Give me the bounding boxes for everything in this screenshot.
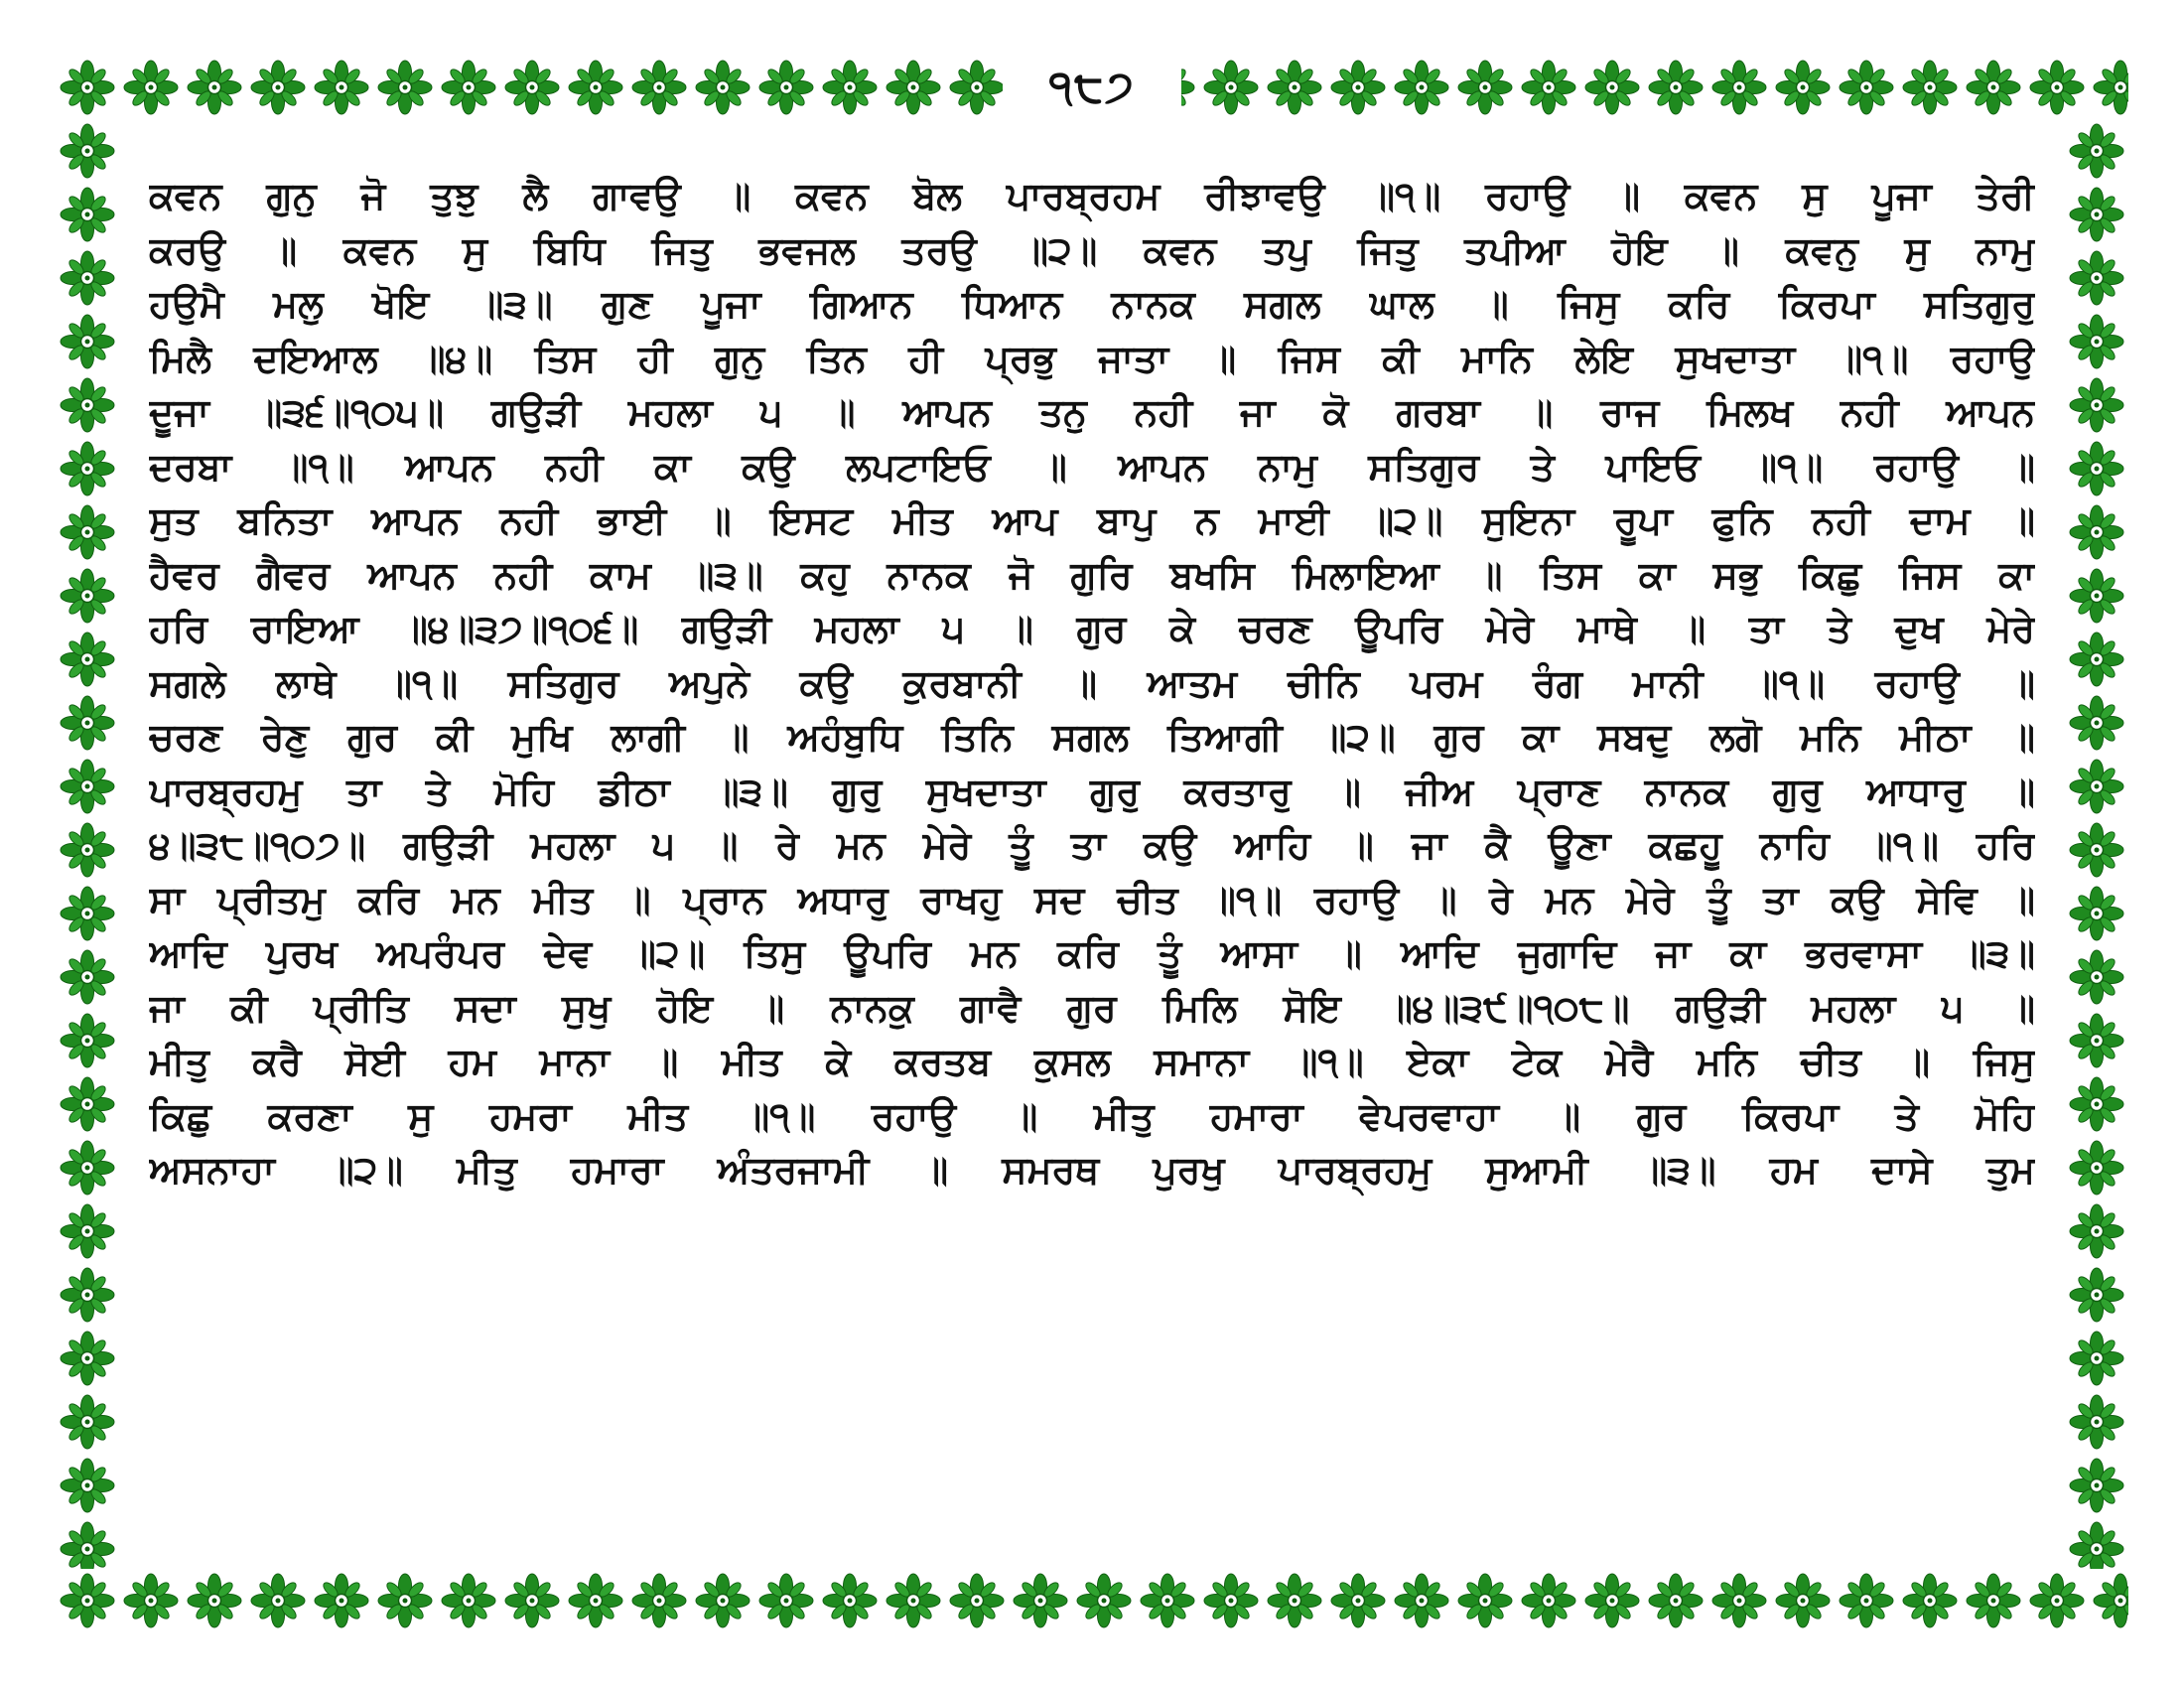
text-line: ਮੀਤੁ ਕਰੈ ਸੋਈ ਹਮ ਮਾਨਾ ॥ ਮੀਤ ਕੇ ਕਰਤਬ ਕੁਸਲ ਸਮਾਨਾ ॥੧॥ ਏਕਾ ਟੇਕ ਮੇਰੈ ਮਨਿ ਚੀਤ ॥ ਜਿਸੁ <box>149 1040 2035 1083</box>
text-line: ਪਾਰਬ੍ਰਹਮੁ ਤਾ ਤੇ ਮੋਹਿ ਡੀਠਾ ॥੩॥ ਗੁਰੁ ਸੁਖਦਾਤਾ ਗੁਰੁ ਕਰਤਾਰੁ ॥ ਜੀਅ ਪ੍ਰਾਣ ਨਾਨਕ ਗੁਰੁ ਆਧਾਰੁ ॥ <box>149 769 2035 813</box>
text-line: ਕਵਨ ਗੁਨੁ ਜੋ ਤੁਝੁ ਲੈ ਗਾਵਉ ॥ ਕਵਨ ਬੋਲ ਪਾਰਬ੍ਰਹਮ ਰੀਝਾਵਉ ॥੧॥ ਰਹਾਉ ॥ ਕਵਨ ਸੁ ਪੂਜਾ ਤੇਰੀ <box>149 174 2035 217</box>
text-line: ਸਗਲੇ ਲਾਥੇ ॥੧॥ ਸਤਿਗੁਰ ਅਪੁਨੇ ਕਉ ਕੁਰਬਾਨੀ ॥ ਆਤਮ ਚੀਨਿ ਪਰਮ ਰੰਗ ਮਾਨੀ ॥੧॥ ਰਹਾਉ ॥ <box>149 660 2035 705</box>
text-line: ਸੁਤ ਬਨਿਤਾ ਆਪਨ ਨਹੀ ਭਾਈ ॥ ਇਸਟ ਮੀਤ ਆਪ ਬਾਪੁ ਨ ਮਾਈ ॥੨॥ ਸੁਇਨਾ ਰੂਪਾ ਫੁਨਿ ਨਹੀ ਦਾਮ ॥ <box>149 498 2035 542</box>
text-line: ਹਉਮੈ ਮਲੁ ਖੋਇ ॥੩॥ ਗੁਣ ਪੂਜਾ ਗਿਆਨ ਧਿਆਨ ਨਾਨਕ ਸਗਲ ਘਾਲ ॥ ਜਿਸੁ ਕਰਿ ਕਿਰਪਾ ਸਤਿਗੁਰੁ <box>149 282 2035 326</box>
page-number: ੧੮੭ <box>1048 62 1136 112</box>
text-line: ਚਰਣ ਰੇਣੁ ਗੁਰ ਕੀ ਮੁਖਿ ਲਾਗੀ ॥ ਅਹੰਬੁਧਿ ਤਿਨਿ ਸਗਲ ਤਿਆਗੀ ॥੨॥ ਗੁਰ ਕਾ ਸਬਦੁ ਲਗੋ ਮਨਿ ਮੀਠਾ ॥ <box>149 715 2035 759</box>
text-line: ਹੈਵਰ ਗੈਵਰ ਆਪਨ ਨਹੀ ਕਾਮ ॥੩॥ ਕਹੁ ਨਾਨਕ ਜੋ ਗੁਰਿ ਬਖਸਿ ਮਿਲਾਇਆ ॥ ਤਿਸ ਕਾ ਸਭੁ ਕਿਛੁ ਜਿਸ ਕਾ <box>149 552 2035 597</box>
text-line: ਆਦਿ ਪੁਰਖ ਅਪਰੰਪਰ ਦੇਵ ॥੨॥ ਤਿਸੁ ਊਪਰਿ ਮਨ ਕਰਿ ਤੂੰ ਆਸਾ ॥ ਆਦਿ ਜੁਗਾਦਿ ਜਾ ਕਾ ਭਰਵਾਸਾ ॥੩॥ <box>149 931 2035 975</box>
floral-border-right <box>2065 119 2128 1569</box>
text-line: ਕਿਛੁ ਕਰਣਾ ਸੁ ਹਮਰਾ ਮੀਤ ॥੧॥ ਰਹਾਉ ॥ ਮੀਤੁ ਹਮਾਰਾ ਵੇਪਰਵਾਹਾ ॥ ਗੁਰ ਕਿਰਪਾ ਤੇ ਮੋਹਿ <box>149 1093 2035 1138</box>
scripture-text <box>149 169 2035 1197</box>
text-line: ੪॥੩੮॥੧੦੭॥ ਗਉੜੀ ਮਹਲਾ ੫ ॥ ਰੇ ਮਨ ਮੇਰੇ ਤੂੰ ਤਾ ਕਉ ਆਹਿ ॥ ਜਾ ਕੈ ਊਣਾ ਕਛਹੂ ਨਾਹਿ ॥੧॥ ਹਰਿ <box>149 823 2035 867</box>
text-line: ਹਰਿ ਰਾਇਆ ॥੪॥੩੭॥੧੦੬॥ ਗਉੜੀ ਮਹਲਾ ੫ ॥ ਗੁਰ ਕੇ ਚਰਣ ਊਪਰਿ ਮੇਰੇ ਮਾਥੇ ॥ ਤਾ ਤੇ ਦੁਖ ਮੇਰੇ <box>149 607 2035 650</box>
text-line: ਸਾ ਪ੍ਰੀਤਮੁ ਕਰਿ ਮਨ ਮੀਤ ॥ ਪ੍ਰਾਨ ਅਧਾਰੁ ਰਾਖਹੁ ਸਦ ਚੀਤ ॥੧॥ ਰਹਾਉ ॥ ਰੇ ਮਨ ਮੇਰੇ ਤੂੰ ਤਾ ਕਉ ਸੇਵਿ ॥ <box>149 877 2035 921</box>
text-line: ਦੂਜਾ ॥੩੬॥੧੦੫॥ ਗਉੜੀ ਮਹਲਾ ੫ ॥ ਆਪਨ ਤਨੁ ਨਹੀ ਜਾ ਕੋ ਗਰਬਾ ॥ ਰਾਜ ਮਿਲਖ ਨਹੀ ਆਪਨ <box>149 390 2035 434</box>
text-line: ਅਸਨਾਹਾ ॥੨॥ ਮੀਤੁ ਹਮਾਰਾ ਅੰਤਰਜਾਮੀ ॥ ਸਮਰਥ ਪੁਰਖੁ ਪਾਰਬ੍ਰਹਮੁ ਸੁਆਮੀ ॥੩॥ ਹਮ ਦਾਸੇ ਤੁਮ <box>149 1148 2035 1192</box>
text-line: ਕਰਉ ॥ ਕਵਨ ਸੁ ਬਿਧਿ ਜਿਤੁ ਭਵਜਲ ਤਰਉ ॥੨॥ ਕਵਨ ਤਪੁ ਜਿਤੁ ਤਪੀਆ ਹੋਇ ॥ ਕਵਨੁ ਸੁ ਨਾਮੁ <box>149 227 2035 272</box>
text-line: ਦਰਬਾ ॥੧॥ ਆਪਨ ਨਹੀ ਕਾ ਕਉ ਲਪਟਾਇਓ ॥ ਆਪਨ ਨਾਮੁ ਸਤਿਗੁਰ ਤੇ ਪਾਇਓ ॥੧॥ ਰਹਾਉ ॥ <box>149 444 2035 489</box>
text-line: ਜਾ ਕੀ ਪ੍ਰੀਤਿ ਸਦਾ ਸੁਖੁ ਹੋਇ ॥ ਨਾਨਕੁ ਗਾਵੈ ਗੁਰ ਮਿਲਿ ਸੋਇ ॥੪॥੩੯॥੧੦੮॥ ਗਉੜੀ ਮਹਲਾ ੫ ॥ <box>149 985 2035 1030</box>
floral-border-left <box>56 119 119 1569</box>
text-line: ਮਿਲੈ ਦਇਆਲ ॥੪॥ ਤਿਸ ਹੀ ਗੁਨੁ ਤਿਨ ਹੀ ਪ੍ਰਭੁ ਜਾਤਾ ॥ ਜਿਸ ਕੀ ਮਾਨਿ ਲੇਇ ਸੁਖਦਾਤਾ ॥੧॥ ਰਹਾਉ <box>149 336 2035 380</box>
floral-border-bottom <box>56 1569 2128 1632</box>
